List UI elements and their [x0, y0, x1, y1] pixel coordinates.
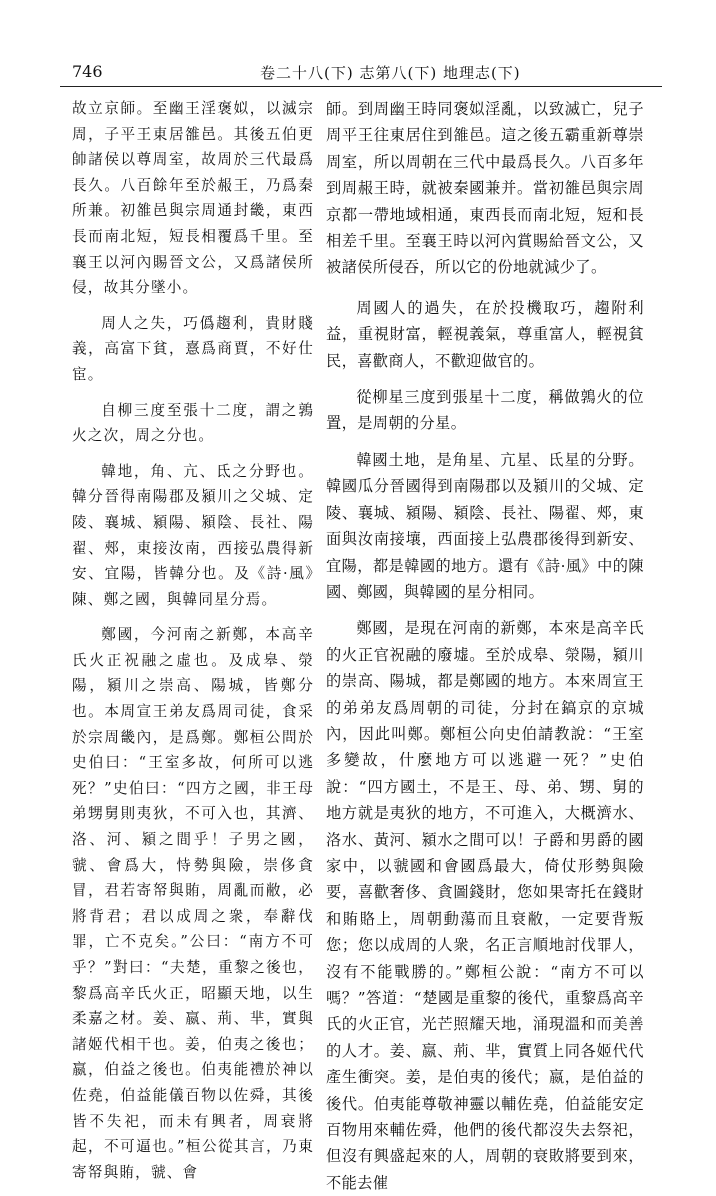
classical-text-column	[72, 96, 314, 1181]
classical-paragraph-1: 故立京師。至幽王淫褒姒，以滅宗周，子平王東居雒邑。其後五伯更帥諸侯以尊周室，故周於三代最爲長久。八百餘年至於赧王，乃爲秦所兼。初雒邑與宗周通封畿，東西長而南北短，短長相覆爲千里。至襄王以河內賜晉文公，又爲諸侯所侵，故其分墜小。	[72, 100, 314, 297]
classical-paragraph-3: 自柳三度至張十二度，謂之鶉火之次，周之分也。	[72, 401, 314, 445]
classical-paragraph-4: 韓地，角、亢、氐之分野也。韓分晉得南陽郡及潁川之父城、定陵、襄城、潁陽、潁陰、長社、陽翟、郟，東接汝南，西接弘農得新安、宜陽，皆韓分也。及《詩·風》陳、鄭之國，與韓同星分焉。	[72, 462, 314, 608]
classical-paragraph-2: 周人之失，巧僞趨利，貴財賤義，高富下貧，憙爲商賈，不好仕宦。	[72, 314, 314, 383]
vernacular-paragraph-3: 從柳星三度到張星十二度，稱做鶉火的位置，是周朝的分星。	[326, 388, 644, 433]
running-title: 卷二十八(下) 志第八(下) 地理志(下)	[260, 64, 521, 82]
vernacular-paragraph-5: 鄭國，是現在河南的新鄭，本來是高辛氏的火正官祝融的廢墟。至於成皋、滎陽，潁川的崇高、陽城，都是鄭國的地方。本來周宣王的弟弟友爲周朝的司徒，分封在鎬京的京城內，因此叫鄭。鄭桓公向史伯請教說：“王室多變故，什麼地方可以逃避一死？”史伯說：“四方國土，不是王、母、弟、甥、舅的地方就是夷狄的地方，不可進入，大概濟水、洛水、黃河、潁水之間可以！子爵和男爵的國家中，以虢國和會國爲最大，倚仗形勢與險要，喜歡奢侈、貪圖錢財，您如果寄托在錢財和賄賂上，周朝動蕩而且衰敝，一定要背叛您；您以成周的人衆，名正言順地討伐罪人，沒有不能戰勝的。”鄭桓公說：“南方不可以嗎？”答道：“楚國是重黎的後代，重黎爲高辛氏的火正官，光芒照耀天地，涌現溫和而美善的人才。姜、嬴、荊、芈，實質上同各姬代代產生衝突。姜，是伯夷的後代；嬴，是伯益的後代。伯夷能尊敬神靈以輔佐堯，伯益能安定百物用來輔佐舜，他們的後代都沒失去祭祀，但沒有興盛起來的人，周朝的衰敗將要到來，不能去催	[326, 619, 644, 1192]
header-rule	[60, 86, 662, 87]
page-number: 746	[72, 62, 103, 81]
vernacular-paragraph-1: 師。到周幽王時同褒姒淫亂，以致滅亡，兒子周平王往東居住到雒邑。這之後五霸重新尊崇周室，所以周朝在三代中最爲長久。八百多年到周赧王時，就被秦國兼并。當初雒邑與宗周京都一帶地域相通，東西長而南北短，短和長相差千里。至襄王時以河內賞賜給晉文公，又被諸侯所侵吞，所以它的份地就減少了。	[326, 100, 644, 277]
vernacular-paragraph-2: 周國人的過失，在於投機取巧，趨附利益，重視財富，輕視義氣，尊重富人，輕視貧民，喜歡商人，不歡迎做官的。	[326, 298, 644, 370]
page-header	[60, 60, 660, 86]
vernacular-translation-column	[326, 96, 644, 1192]
vernacular-paragraph-4: 韓國土地，是角星、亢星、氐星的分野。韓國瓜分晉國得到南陽郡以及潁川的父城、定陵、襄城、潁陽、潁陰、長社、陽翟、郟，東面與汝南接壤，西面接上弘農郡後得到新安、宜陽，都是韓國的地方。還有《詩·風》中的陳國、鄭國，與韓國的星分相同。	[326, 450, 644, 601]
classical-paragraph-5: 鄭國，今河南之新鄭，本高辛氏火正祝融之虛也。及成皋、滎陽，潁川之崇高、陽城，皆鄭分也。本周宣王弟友爲周司徒，食采於宗周畿內，是爲鄭。鄭桓公問於史伯曰：“王室多故，何所可以逃死？”史伯曰：“四方之國，非王母弟甥舅則夷狄，不可入也，其濟、洛、河、潁之間乎！子男之國，虢、會爲大，恃勢與險，崇侈貪冒，君若寄帑與賄，周亂而敝，必將背君；君以成周之衆，奉辭伐罪，亡不克矣。”公曰：“南方不可乎？”對曰：“夫楚，重黎之後也，黎爲高辛氏火正，昭顯天地，以生柔嘉之材。姜、嬴、荊、芈，實與諸姬代相干也。姜，伯夷之後也；嬴，伯益之後也。伯夷能禮於神以佐堯，伯益能儀百物以佐舜，其後皆不失祀，而未有興者，周衰將起，不可逼也。”桓公從其言，乃東寄帑與賄，虢、會	[72, 626, 314, 1181]
